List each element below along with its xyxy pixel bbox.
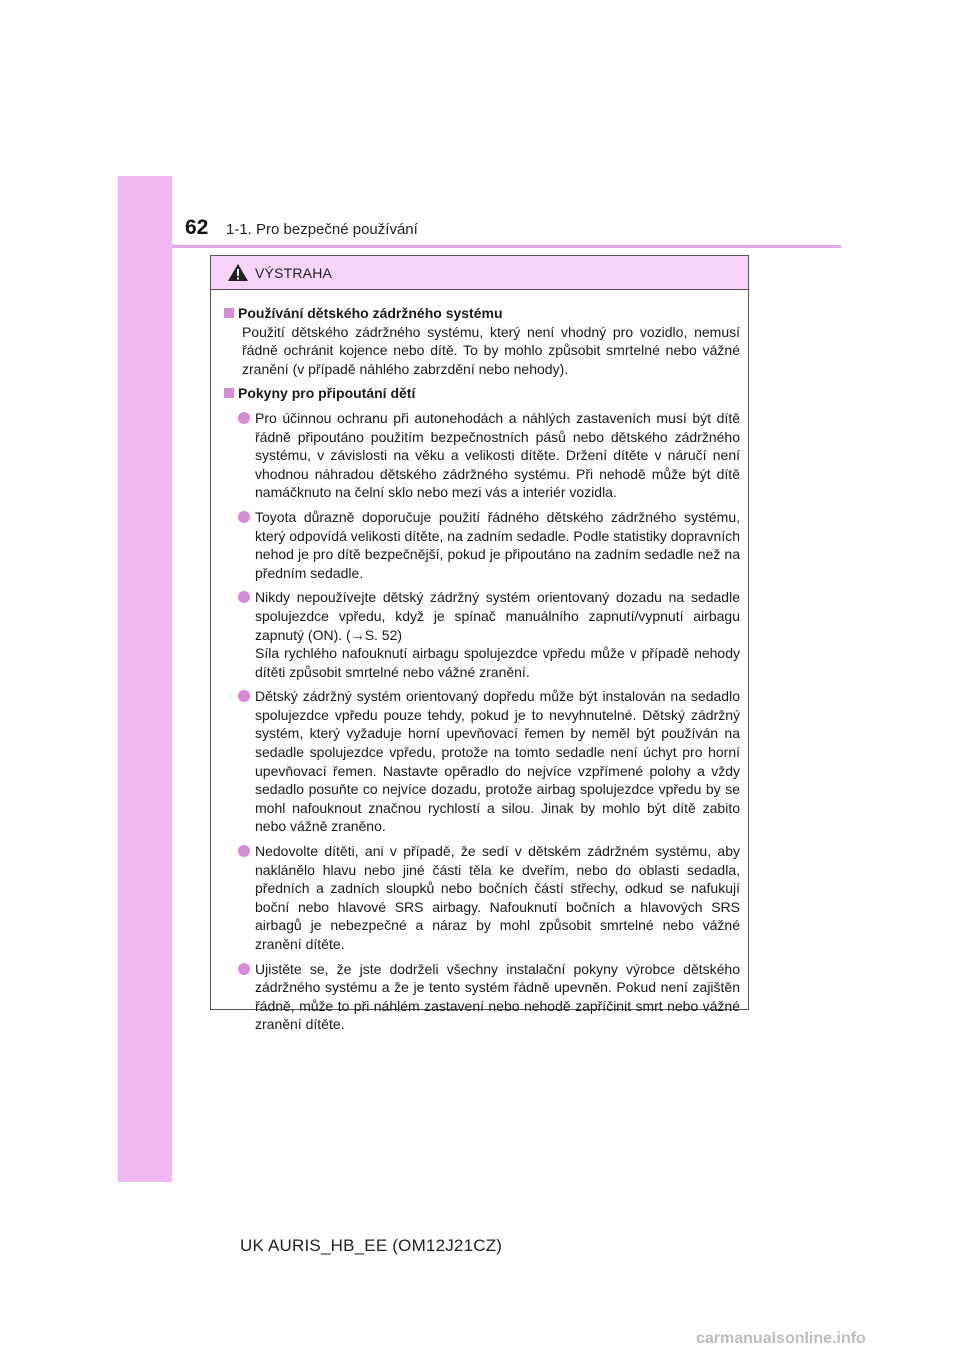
bullet-paragraph: Ujistěte se, že jste dodrželi všechny instalační pokyny výrobce dětského zádržného systému a že je tento systém řádně upevněn. Pokud není zajištěn řádně, může to při náhlém zastavení nebo nehodě zapříčinit smrt nebo vážné zranění dítěte. (255, 960, 740, 1033)
warning-header (211, 256, 748, 290)
round-bullet-icon (238, 963, 250, 975)
list-item (224, 960, 740, 1034)
section-child-seat-use (224, 304, 740, 378)
section-child-restraint-instructions (224, 384, 740, 1034)
section-heading: Používání dětského zádržného systému (238, 305, 503, 321)
bullet-paragraph: Síla rychlého nafouknutí airbagu spolujezdce vpředu může v případě nehody dítěti způsobit smrtelné nebo vážné zranění. (255, 645, 740, 680)
page-number: 62 (185, 216, 209, 239)
bullet-list (224, 409, 740, 1034)
header-rule (172, 245, 841, 248)
watermark: carmanualsonline.info (696, 1330, 866, 1347)
side-strip (118, 176, 172, 1182)
bullet-paragraph: Pro účinnou ochranu při autonehodách a náhlých zastaveních musí být dítě řádně připoutáno použitím bezpečnostních pásů nebo dětského zádržného systému, v závislosti na věku a velikosti dítěte. Držení dítěte v náručí není vhodnou náhradou dětského zádržného systému. Při nehodě může být dítě namáčknuto na čelní sklo nebo mezi vás a interiér vozidla. (255, 409, 740, 501)
section-heading: Pokyny pro připoutání dětí (238, 385, 416, 402)
square-bullet-icon (224, 308, 234, 318)
round-bullet-icon (238, 591, 250, 603)
round-bullet-icon (238, 511, 250, 523)
round-bullet-icon (238, 690, 250, 702)
warning-body (211, 290, 748, 1034)
warning-box (210, 255, 749, 1033)
list-item (224, 409, 740, 502)
bullet-paragraph: Nikdy nepoužívejte dětský zádržný systém orientovaný dozadu na sedadle spolujezdce vpředu, když je spínač manuálního zapnutí/vypnutí airbagu zapnutý (ON). (→S. 52) (255, 589, 740, 643)
square-bullet-icon (224, 388, 234, 398)
list-item (224, 588, 740, 681)
footer-manual-code: UK AURIS_HB_EE (OM12J21CZ) (240, 1236, 503, 1255)
round-bullet-icon (238, 412, 250, 424)
bullet-paragraph: Nedovolte dítěti, ani v případě, že sedí v dětském zádržném systému, aby naklánělo hlavu nebo jiné části těla ke dveřím, nebo do oblasti sedadla, předních a zadních sloupků nebo bočních částí střechy, odkud se nafukují boční nebo hlavové SRS airbagy. Nafouknutí bočních a hlavových SRS airbagů je nebezpečné a náraz by mohl způsobit smrtelné nebo vážné zranění dítěte. (255, 843, 740, 952)
round-bullet-icon (238, 845, 250, 857)
list-item (224, 687, 740, 836)
warning-label: VÝSTRAHA (255, 264, 333, 281)
list-item (224, 842, 740, 954)
list-item (224, 508, 740, 582)
section-title: 1-1. Pro bezpečné používání (226, 221, 418, 238)
section-paragraph: Použití dětského zádržného systému, který není vhodný pro vozidlo, nemusí řádně ochránit kojence nebo dítě. To by mohlo způsobit smrtelné nebo vážné zranění (v případě náhlého zabrzdění nebo nehody). (242, 323, 740, 377)
bullet-paragraph: Toyota důrazně doporučuje použití řádného dětského zádržného systému, který odpovídá velikosti dítěte, na zadním sedadle. Podle statistiky dopravních nehod je pro dítě bezpečnější, pokud je připoutáno na zadním sedadle než na předním sedadle. (255, 508, 740, 581)
bullet-paragraph: Dětský zádržný systém orientovaný dopředu může být instalován na sedadlo spolujezdce vpředu pouze tehdy, pokud je to nevyhnutelné. Dětský zádržný systém, který vyžaduje horní upevňovací řemen by neměl být používán na sedadle spolujezdce vpředu, protože na tomto sedadle není úchyt pro horní upevňovací řemen. Nastavte opěradlo do nejvíce vzpřímené polohy a vždy sedadlo posuňte co nejvíce dozadu, protože airbag spolujezdce vpředu by se mohl nafouknout značnou rychlostí a silou. Jinak by mohlo být dítě zabito nebo vážně zraněno. (255, 688, 740, 835)
warning-triangle-icon (227, 263, 249, 282)
